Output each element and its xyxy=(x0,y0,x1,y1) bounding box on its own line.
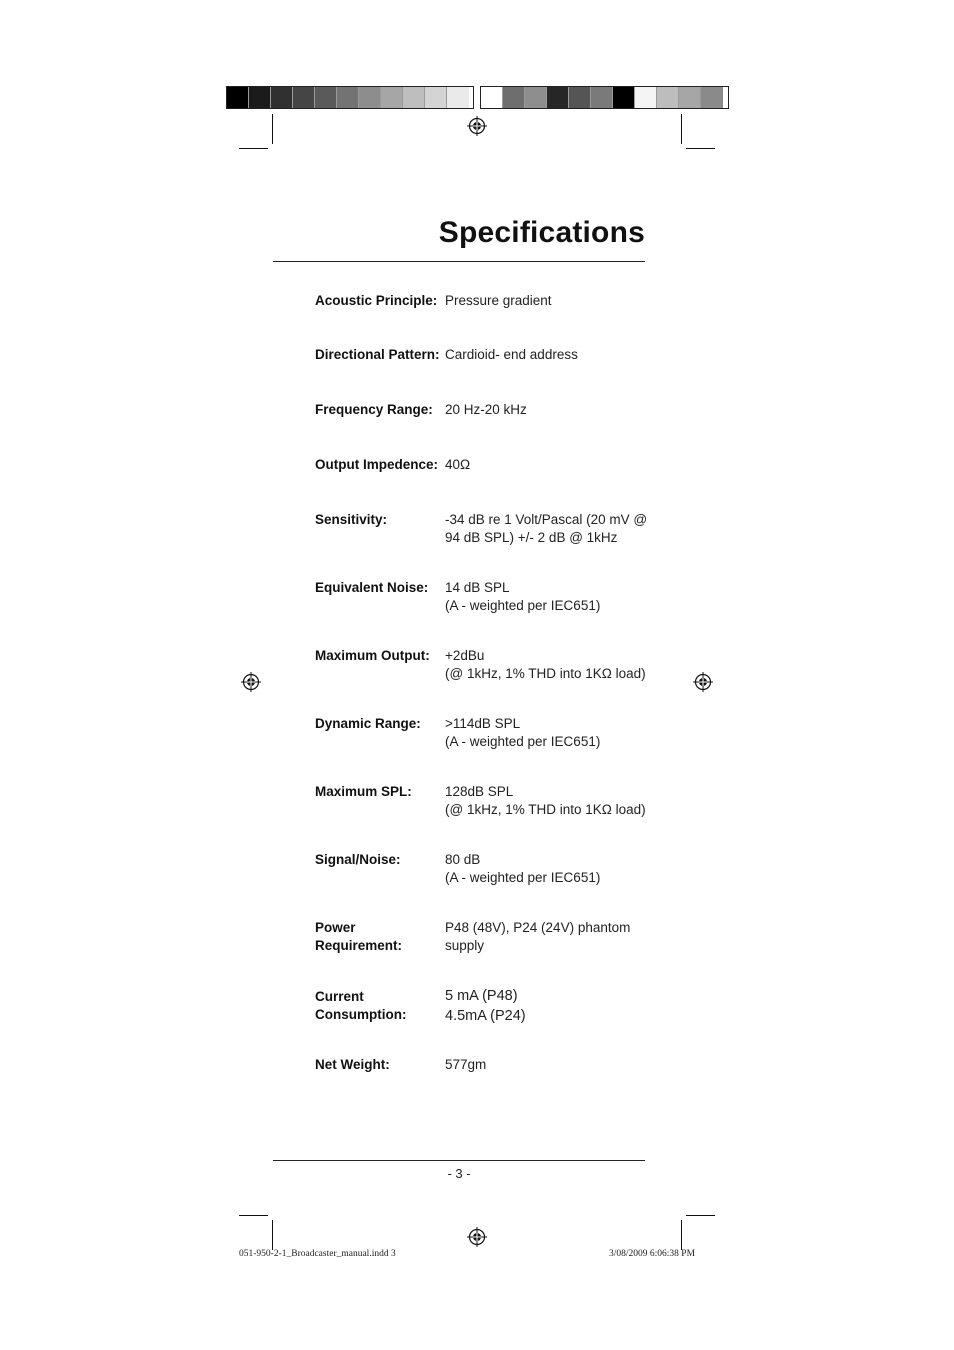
spec-value xyxy=(445,851,655,886)
slug-filename: 051-950-2-1_Broadcaster_manual.indd 3 xyxy=(239,1249,396,1259)
spec-value xyxy=(445,1056,655,1074)
swatch xyxy=(227,87,249,108)
spec-value-line: 4.5mA (P24) xyxy=(445,1007,526,1024)
swatch xyxy=(293,87,315,108)
swatch xyxy=(547,87,569,108)
crop-mark xyxy=(239,148,268,149)
crop-mark xyxy=(686,148,715,149)
swatch xyxy=(635,87,657,108)
swatch xyxy=(403,87,425,108)
swatch xyxy=(447,87,469,108)
registration-mark-icon xyxy=(241,672,261,692)
spec-value-line: 94 dB SPL) +/- 2 dB @ 1kHz xyxy=(445,529,618,545)
spec-label: Current Consumption: xyxy=(315,989,407,1022)
spec-label: Output Impedence: xyxy=(315,457,439,472)
swatch xyxy=(481,87,503,108)
slug-datetime: 3/08/2009 6:06:38 PM xyxy=(609,1249,696,1259)
registration-mark-icon xyxy=(467,116,487,136)
spec-value xyxy=(445,987,655,1026)
spec-label: Acoustic Principle: xyxy=(315,293,438,308)
swatch xyxy=(503,87,525,108)
spec-value-line: (A - weighted per IEC651) xyxy=(445,869,601,885)
spec-value xyxy=(445,579,655,614)
spec-value xyxy=(445,456,655,474)
title-rule xyxy=(273,261,645,262)
spec-value xyxy=(445,647,655,682)
swatch xyxy=(613,87,635,108)
swatch xyxy=(569,87,591,108)
swatch xyxy=(271,87,293,108)
swatch xyxy=(315,87,337,108)
spec-value xyxy=(445,919,655,954)
spec-value xyxy=(445,401,655,419)
spec-value-line: 128dB SPL xyxy=(445,784,514,799)
color-bar-right xyxy=(480,86,729,109)
spec-label: Sensitivity: xyxy=(315,512,388,527)
crop-mark xyxy=(272,1220,273,1250)
spec-value-line: Cardioid- end address xyxy=(445,347,578,362)
crop-mark xyxy=(239,1215,268,1216)
spec-label: Equivalent Noise: xyxy=(315,580,429,595)
swatch xyxy=(701,87,723,108)
swatch xyxy=(679,87,701,108)
spec-value-line: P48 (48V), P24 (24V) phantom xyxy=(445,920,631,935)
spec-value-line: 577gm xyxy=(445,1057,487,1072)
spec-label: Signal/Noise: xyxy=(315,852,401,867)
spec-value-line: -34 dB re 1 Volt/Pascal (20 mV @ xyxy=(445,512,648,527)
spec-value-line: 20 Hz-20 kHz xyxy=(445,402,527,417)
spec-value-line: (@ 1kHz, 1% THD into 1KΩ load) xyxy=(445,801,646,817)
spec-value xyxy=(445,292,655,310)
spec-value-line: 5 mA (P48) xyxy=(445,988,518,1004)
spec-label: Directional Pattern: xyxy=(315,347,440,362)
swatch xyxy=(381,87,403,108)
swatch xyxy=(337,87,359,108)
page-number: - 3 - xyxy=(447,1166,471,1181)
swatch xyxy=(657,87,679,108)
swatch xyxy=(525,87,547,108)
spec-value-line: Pressure gradient xyxy=(445,293,552,308)
crop-mark xyxy=(686,1215,715,1216)
swatch xyxy=(425,87,447,108)
registration-mark-icon xyxy=(693,672,713,692)
spec-value xyxy=(445,715,655,750)
spec-label: Frequency Range: xyxy=(315,402,433,417)
page-title: Specifications xyxy=(438,216,645,249)
spec-value-line: (@ 1kHz, 1% THD into 1KΩ load) xyxy=(445,665,646,681)
crop-mark xyxy=(681,1220,682,1250)
color-bar-left xyxy=(226,86,474,109)
spec-label: Power Requirement: xyxy=(315,920,403,953)
spec-value-line: (A - weighted per IEC651) xyxy=(445,597,601,613)
swatch xyxy=(591,87,613,108)
spec-value-line: (A - weighted per IEC651) xyxy=(445,733,601,749)
swatch xyxy=(359,87,381,108)
crop-mark xyxy=(681,114,682,144)
spec-label: Net Weight: xyxy=(315,1057,390,1072)
spec-value xyxy=(445,511,655,546)
spec-value-line: 80 dB xyxy=(445,852,481,867)
swatch xyxy=(249,87,271,108)
spec-label: Maximum SPL: xyxy=(315,784,412,799)
spec-value-line: 14 dB SPL xyxy=(445,580,510,595)
crop-mark xyxy=(272,114,273,144)
spec-value-line: +2dBu xyxy=(445,648,485,663)
spec-value-line: >114dB SPL xyxy=(445,716,521,731)
spec-label: Dynamic Range: xyxy=(315,716,421,731)
spec-value xyxy=(445,783,655,818)
spec-value xyxy=(445,346,655,364)
spec-label: Maximum Output: xyxy=(315,648,430,663)
footer-rule xyxy=(273,1160,645,1161)
spec-value-line: 40Ω xyxy=(445,457,471,472)
registration-mark-icon xyxy=(467,1227,487,1247)
spec-value-line: supply xyxy=(445,937,485,953)
